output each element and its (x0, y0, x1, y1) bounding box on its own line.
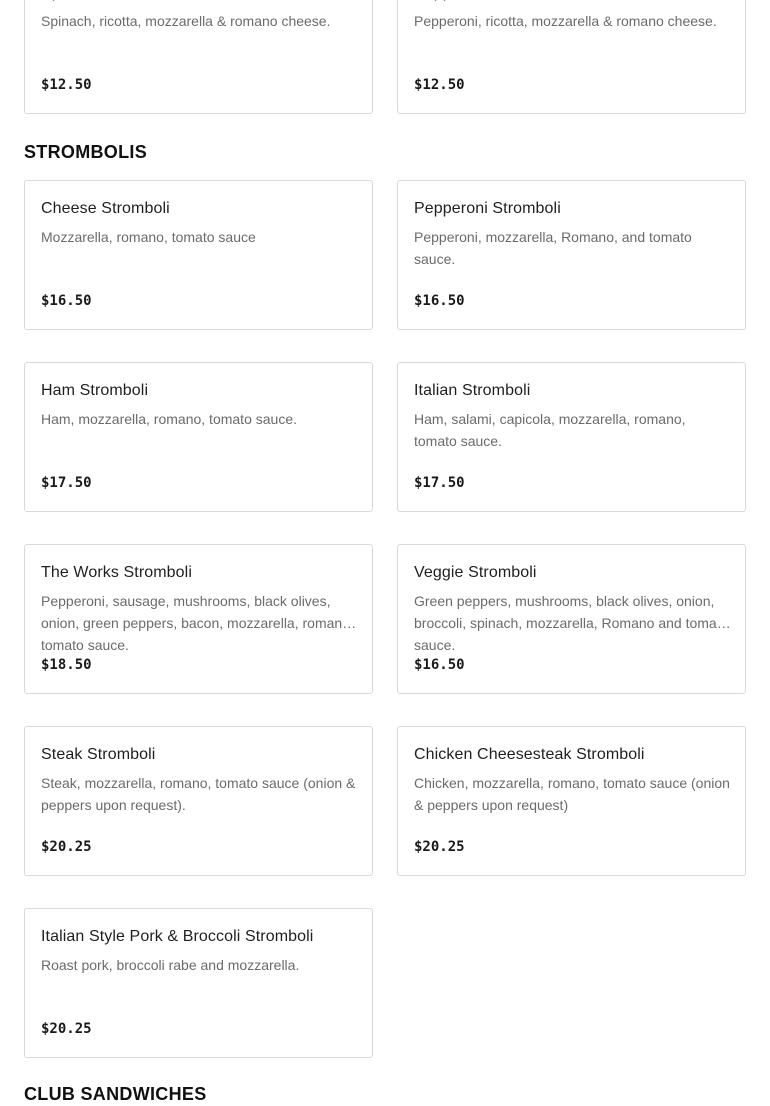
menu-item-card[interactable] (24, 180, 373, 330)
menu-item-name: Italian Stromboli (414, 382, 531, 399)
menu-item-price: $16.50 (41, 293, 92, 309)
menu-item-description: Pepperoni, sausage, mushrooms, black olives, onion, green peppers, bacon, mozzarella, romano, tomato sauce. (41, 593, 354, 653)
menu-item-name: Veggie Stromboli (414, 564, 537, 581)
menu-item-name: The Works Stromboli (41, 564, 192, 581)
menu-item-card[interactable] (24, 726, 373, 876)
section-title-strombolis: STROMBOLIS (24, 142, 147, 162)
menu-item-name: Italian Style Pork & Broccoli Stromboli (41, 928, 314, 945)
menu-item-card[interactable] (24, 544, 373, 694)
menu-item-price: $20.25 (41, 839, 92, 855)
menu-item-description: Mozzarella, romano, tomato sauce (41, 229, 256, 245)
menu-item-name (41, 0, 163, 2)
menu-item-price: $16.50 (414, 657, 465, 673)
menu-item-description: Ham, mozzarella, romano, tomato sauce. (41, 411, 297, 427)
menu-item-price: $12.50 (41, 77, 92, 93)
menu-item-description: Roast pork, broccoli rabe and mozzarella. (41, 957, 300, 973)
menu-item-name: Cheese Stromboli (41, 200, 170, 217)
menu-item-description: Steak, mozzarella, romano, tomato sauce (onion & peppers upon request). (41, 775, 356, 813)
menu-item-card[interactable] (397, 180, 746, 330)
menu-item-description: Ham, salami, capicola, mozzarella, romano, tomato sauce. (414, 411, 686, 449)
menu-item-card[interactable] (24, 0, 373, 114)
menu-item-name (414, 0, 552, 2)
menu-item-name: Steak Stromboli (41, 746, 156, 763)
menu-item-name: Ham Stromboli (41, 382, 149, 399)
menu-item-description: Pepperoni, ricotta, mozzarella & romano cheese. (414, 13, 717, 29)
menu-item-description: Green peppers, mushrooms, black olives, onion, broccoli, spinach, mozzarella, Romano and tomato sauce. (414, 593, 729, 653)
menu-item-description: Chicken, mozzarella, romano, tomato sauce (onion & peppers upon request) (414, 775, 730, 813)
menu-item-name: Pepperoni Stromboli (414, 200, 561, 217)
menu-item-price: $20.25 (414, 839, 465, 855)
menu-item-price: $17.50 (414, 475, 465, 491)
menu-item-price: $18.50 (41, 657, 92, 673)
section-title-club-sandwiches: CLUB SANDWICHES (24, 1084, 207, 1104)
menu-item-price: $17.50 (41, 475, 92, 491)
menu-item-card[interactable] (397, 726, 746, 876)
menu-item-card[interactable] (397, 362, 746, 512)
menu-item-card[interactable] (24, 908, 373, 1058)
menu-item-card[interactable] (24, 362, 373, 512)
menu-item-card[interactable] (397, 544, 746, 694)
menu-item-name: Chicken Cheesesteak Stromboli (414, 746, 645, 763)
menu-item-description: Pepperoni, mozzarella, Romano, and tomato sauce. (414, 229, 692, 267)
menu-item-description: Spinach, ricotta, mozzarella & romano cheese. (41, 13, 331, 29)
menu-item-price: $12.50 (414, 77, 465, 93)
menu-item-price: $16.50 (414, 293, 465, 309)
menu-item-card[interactable] (397, 0, 746, 114)
menu-item-price: $20.25 (41, 1021, 92, 1037)
